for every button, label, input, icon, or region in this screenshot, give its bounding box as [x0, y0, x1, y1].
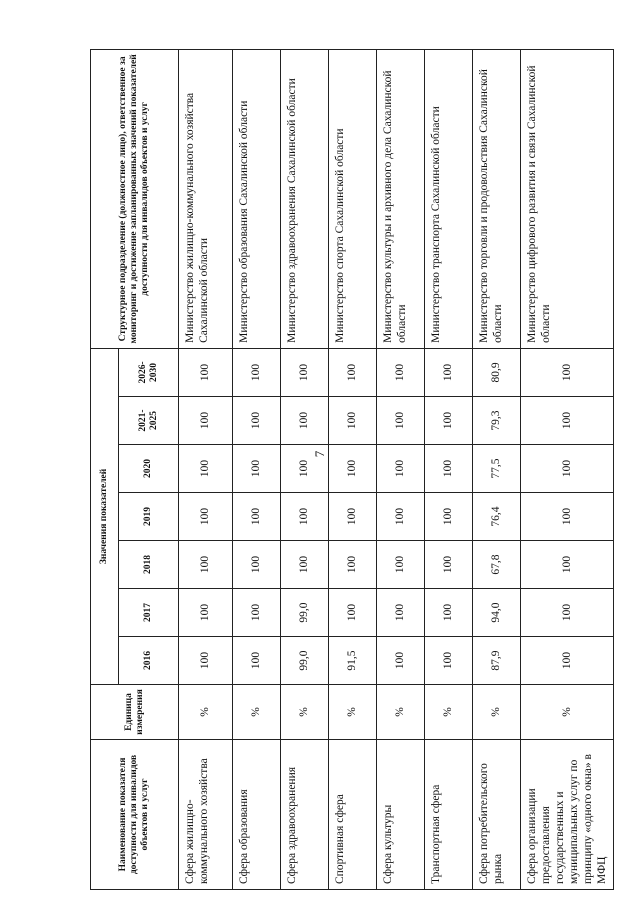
value-cell: 100 — [521, 637, 614, 685]
header-year: 2021-2025 — [119, 397, 179, 445]
value-cell: 100 — [179, 493, 233, 541]
table-row — [281, 49, 329, 889]
value-cell: 100 — [233, 541, 281, 589]
value-cell: 100 — [329, 348, 377, 396]
header-responsible: Структурное подразделение (должностное лицо), ответственное за мониторинг и достижение запланированных значений показателей доступности для инвалидов объектов и услуг — [91, 49, 179, 348]
value-cell: 100 — [377, 589, 425, 637]
value-cell: 100 — [281, 541, 329, 589]
value-cell: 100 — [377, 348, 425, 396]
unit-cell: % — [425, 685, 473, 740]
value-cell: 100 — [179, 348, 233, 396]
value-cell: 77,5 — [473, 445, 521, 493]
value-cell: 99,0 — [281, 589, 329, 637]
indicator-name-cell: Сфера потребительского рынка — [473, 740, 521, 890]
header-indicator-name: Наименование показателя доступности для инвалидов объектов и услуг — [91, 740, 179, 890]
page-number: 7 — [312, 450, 327, 458]
rotated-table-container — [90, 50, 609, 890]
unit-cell: % — [329, 685, 377, 740]
value-cell: 76,4 — [473, 493, 521, 541]
value-cell: 91,5 — [329, 637, 377, 685]
responsible-cell: Министерство спорта Сахалинской области — [329, 49, 377, 348]
table-row — [233, 49, 281, 889]
unit-cell: % — [521, 685, 614, 740]
table-row — [425, 49, 473, 889]
responsible-cell: Министерство торговли и продовольствия Сахалинской области — [473, 49, 521, 348]
value-cell: 100 — [329, 397, 377, 445]
unit-cell: % — [473, 685, 521, 740]
value-cell: 100 — [233, 589, 281, 637]
responsible-cell: Министерство культуры и архивного дела Сахалинской области — [377, 49, 425, 348]
indicator-name-cell: Сфера здравоохранения — [281, 740, 329, 890]
header-unit: Единица измерения — [91, 685, 179, 740]
header-year: 2016 — [119, 637, 179, 685]
unit-cell: % — [179, 685, 233, 740]
value-cell: 100 — [233, 445, 281, 493]
header-year: 2026-2030 — [119, 348, 179, 396]
table-row — [329, 49, 377, 889]
value-cell: 100 — [179, 541, 233, 589]
value-cell: 100 — [281, 445, 329, 493]
value-cell: 100 — [179, 589, 233, 637]
table-row — [179, 49, 233, 889]
header-year: 2020 — [119, 445, 179, 493]
value-cell: 100 — [329, 445, 377, 493]
responsible-cell: Министерство транспорта Сахалинской области — [425, 49, 473, 348]
value-cell: 100 — [377, 541, 425, 589]
value-cell: 100 — [377, 493, 425, 541]
value-cell: 67,8 — [473, 541, 521, 589]
value-cell: 100 — [425, 397, 473, 445]
value-cell: 100 — [281, 348, 329, 396]
value-cell: 100 — [521, 445, 614, 493]
value-cell: 100 — [425, 541, 473, 589]
header-year: 2018 — [119, 541, 179, 589]
value-cell: 100 — [425, 348, 473, 396]
responsible-cell: Министерство цифрового развития и связи Сахалинской области — [521, 49, 614, 348]
value-cell: 100 — [233, 397, 281, 445]
value-cell: 100 — [425, 637, 473, 685]
value-cell: 100 — [521, 397, 614, 445]
table-body — [179, 49, 614, 889]
value-cell: 100 — [521, 348, 614, 396]
value-cell: 100 — [377, 637, 425, 685]
value-cell: 99,0 — [281, 637, 329, 685]
value-cell: 80,9 — [473, 348, 521, 396]
value-cell: 100 — [233, 348, 281, 396]
value-cell: 100 — [179, 397, 233, 445]
value-cell: 100 — [521, 493, 614, 541]
indicator-name-cell: Сфера образования — [233, 740, 281, 890]
value-cell: 100 — [521, 589, 614, 637]
indicator-name-cell: Сфера организации предоставления государственных и муниципальных услуг по принципу «одного окна» в МФЦ — [521, 740, 614, 890]
value-cell: 100 — [179, 637, 233, 685]
value-cell: 100 — [329, 541, 377, 589]
accessibility-indicators-table — [90, 49, 614, 890]
value-cell: 100 — [521, 541, 614, 589]
header-year: 2019 — [119, 493, 179, 541]
indicator-name-cell: Сфера культуры — [377, 740, 425, 890]
table-header-row — [91, 49, 119, 889]
responsible-cell: Министерство здравоохранения Сахалинской области — [281, 49, 329, 348]
value-cell: 100 — [425, 493, 473, 541]
value-cell: 100 — [425, 445, 473, 493]
value-cell: 100 — [329, 493, 377, 541]
unit-cell: % — [377, 685, 425, 740]
indicator-name-cell: Транспортная сфера — [425, 740, 473, 890]
value-cell: 79,3 — [473, 397, 521, 445]
indicator-name-cell: Спортивная сфера — [329, 740, 377, 890]
header-values-group: Значения показателей — [91, 348, 119, 684]
unit-cell: % — [281, 685, 329, 740]
value-cell: 94,0 — [473, 589, 521, 637]
table-row — [473, 49, 521, 889]
value-cell: 100 — [329, 589, 377, 637]
value-cell: 100 — [377, 445, 425, 493]
responsible-cell: Министерство жилищно-коммунального хозяйства Сахалинской области — [179, 49, 233, 348]
value-cell: 100 — [233, 637, 281, 685]
table-row — [377, 49, 425, 889]
unit-cell: % — [233, 685, 281, 740]
header-year: 2017 — [119, 589, 179, 637]
table-row — [521, 49, 614, 889]
value-cell: 87,9 — [473, 637, 521, 685]
value-cell: 100 — [281, 493, 329, 541]
value-cell: 100 — [425, 589, 473, 637]
value-cell: 100 — [179, 445, 233, 493]
value-cell: 100 — [281, 397, 329, 445]
responsible-cell: Министерство образования Сахалинской области — [233, 49, 281, 348]
value-cell: 100 — [233, 493, 281, 541]
indicator-name-cell: Сфера жилищно-коммунального хозяйства — [179, 740, 233, 890]
value-cell: 100 — [377, 397, 425, 445]
